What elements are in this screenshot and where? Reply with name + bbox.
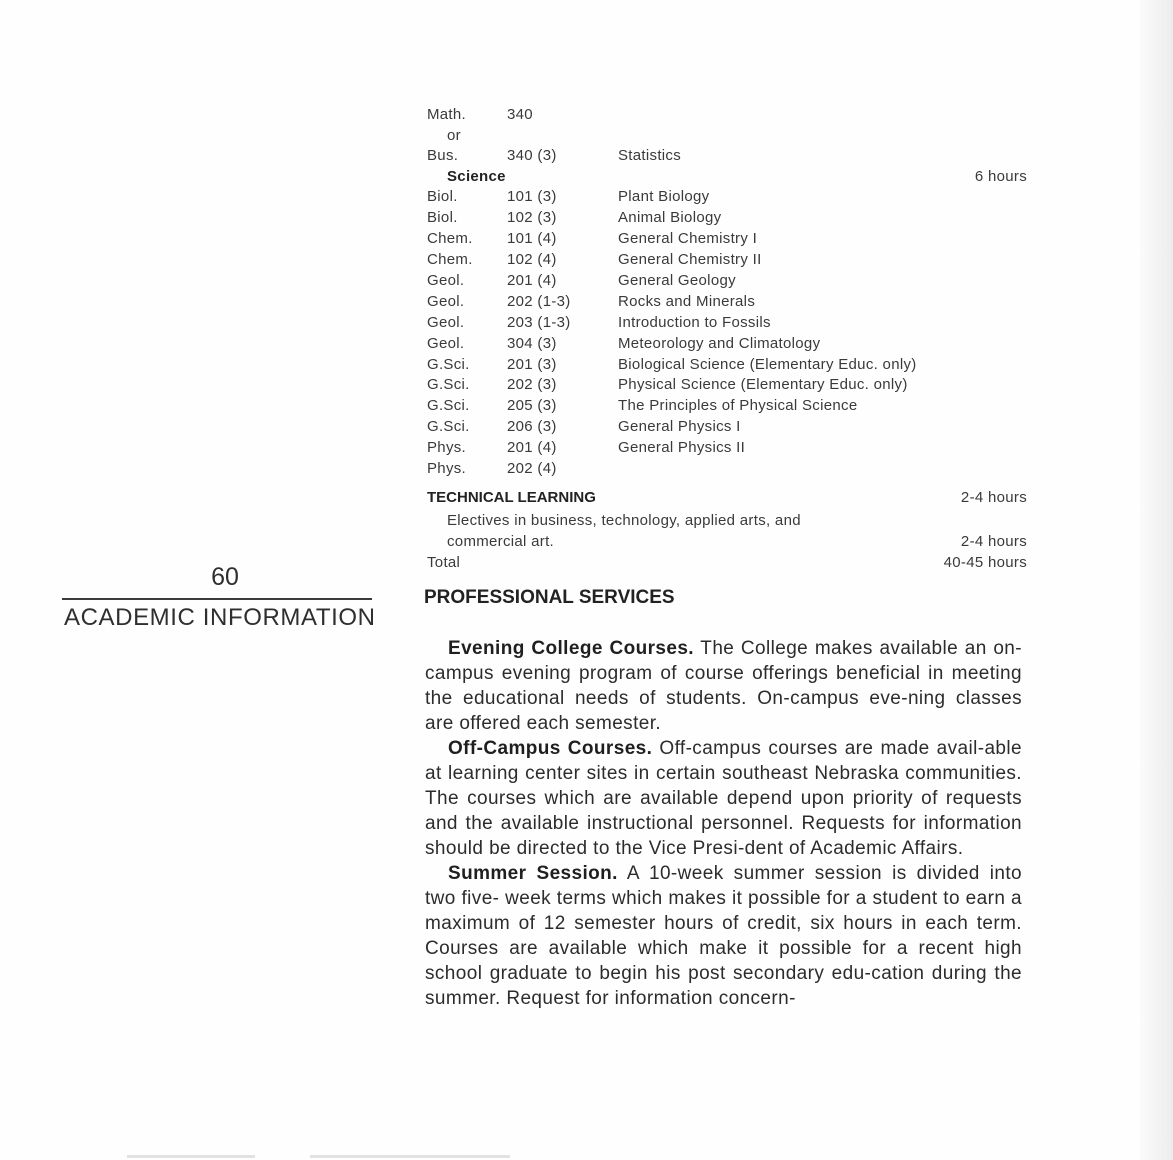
course-row	[427, 146, 1027, 166]
course-dept: Phys.	[427, 460, 467, 477]
course-dept: Geol.	[427, 335, 465, 352]
course-dept: Biol.	[427, 188, 458, 205]
course-title: Plant Biology	[618, 188, 710, 205]
course-row	[427, 229, 1027, 249]
paragraph-lead: Off-Campus Courses.	[448, 738, 653, 759]
course-number: 202 (1-3)	[507, 293, 571, 310]
technical-line-hours: 2-4 hours	[960, 533, 1027, 550]
course-title: General Chemistry I	[618, 230, 758, 247]
total-label: Total	[427, 554, 461, 571]
course-dept: Phys.	[427, 439, 467, 456]
paragraph-text: A 10-week summer session is divided into two five- week terms which makes it possible for a student to earn a maximum of 12 semester hours of credit, six hours in each term. Courses are available which make it possible for a recent high school graduate to begin his post secondary edu-cation during the summer. Request for information concern-	[425, 863, 1022, 1009]
course-title: Biological Science (Elementary Educ. only)	[618, 356, 917, 373]
technical-hours: 2-4 hours	[960, 489, 1027, 506]
course-dept: Chem.	[427, 230, 473, 247]
course-number: 201 (4)	[507, 439, 557, 456]
professional-services-body	[425, 636, 1022, 1011]
course-number: 101 (4)	[507, 230, 557, 247]
course-title: Statistics	[618, 147, 682, 164]
course-title: The Principles of Physical Science	[618, 397, 858, 414]
science-heading: Science	[447, 168, 506, 185]
course-dept: G.Sci.	[427, 356, 470, 373]
course-dept: Geol.	[427, 272, 465, 289]
course-number: 202 (4)	[507, 460, 557, 477]
course-row	[427, 355, 1027, 375]
total-hours: 40-45 hours	[943, 554, 1027, 571]
course-number: 203 (1-3)	[507, 314, 571, 331]
course-row	[427, 313, 1027, 333]
course-number: 101 (3)	[507, 188, 557, 205]
margin-divider	[62, 598, 372, 600]
technical-description: Electives in business, technology, applied arts, and	[447, 512, 801, 529]
course-title: General Physics I	[618, 418, 741, 435]
course-dept: Bus.	[427, 147, 459, 164]
course-number: 102 (3)	[507, 209, 557, 226]
course-row	[427, 271, 1027, 291]
course-dept: G.Sci.	[427, 376, 470, 393]
course-number: 340 (3)	[507, 147, 557, 164]
page-gutter-shadow	[1140, 0, 1173, 1160]
course-title: General Physics II	[618, 439, 746, 456]
science-hours: 6 hours	[974, 168, 1027, 185]
course-row	[427, 250, 1027, 270]
course-row	[427, 438, 1027, 458]
course-title: Animal Biology	[618, 209, 722, 226]
paragraph-lead: Evening College Courses.	[448, 638, 694, 659]
course-number: 102 (4)	[507, 251, 557, 268]
course-dept: Chem.	[427, 251, 473, 268]
course-title: General Chemistry II	[618, 251, 762, 268]
page-number: 60	[211, 563, 239, 591]
professional-services-heading: PROFESSIONAL SERVICES	[424, 587, 675, 608]
course-row	[427, 459, 1027, 479]
paragraph-summer-session	[425, 861, 1022, 1011]
course-number: 205 (3)	[507, 397, 557, 414]
course-row	[427, 187, 1027, 207]
paragraph-off-campus	[425, 736, 1022, 861]
course-row	[427, 208, 1027, 228]
course-row	[427, 396, 1027, 416]
course-title: Introduction to Fossils	[618, 314, 771, 331]
course-number: 201 (3)	[507, 356, 557, 373]
course-dept: Geol.	[427, 314, 465, 331]
course-number: 340	[507, 106, 533, 123]
scan-mark	[127, 1155, 255, 1158]
course-number: 201 (4)	[507, 272, 557, 289]
or-connector: or	[447, 127, 461, 144]
technical-heading-row	[427, 488, 1027, 508]
paragraph-evening-college	[425, 636, 1022, 736]
scan-mark	[310, 1155, 510, 1158]
technical-heading: TECHNICAL LEARNING	[427, 489, 596, 506]
course-row	[427, 105, 1027, 125]
course-dept: Geol.	[427, 293, 465, 310]
technical-description: commercial art.	[447, 533, 555, 550]
course-number: 304 (3)	[507, 335, 557, 352]
course-dept: G.Sci.	[427, 397, 470, 414]
total-row	[427, 553, 1027, 573]
section-margin-title: ACADEMIC INFORMATION	[64, 604, 376, 631]
course-number: 206 (3)	[507, 418, 557, 435]
course-title: Physical Science (Elementary Educ. only)	[618, 376, 908, 393]
course-row	[427, 375, 1027, 395]
course-row	[427, 126, 1027, 146]
course-dept: Math.	[427, 106, 467, 123]
science-heading-row	[427, 167, 1027, 187]
technical-line	[427, 532, 1027, 552]
course-row	[427, 334, 1027, 354]
course-title: Meteorology and Climatology	[618, 335, 821, 352]
course-title: General Geology	[618, 272, 736, 289]
course-dept: G.Sci.	[427, 418, 470, 435]
course-row	[427, 417, 1027, 437]
course-number: 202 (3)	[507, 376, 557, 393]
course-dept: Biol.	[427, 209, 458, 226]
paragraph-text: The College makes available an on-campus evening program of course offerings beneficial in meeting the educational needs of students. On-campus eve-ning classes are offered each semester.	[425, 638, 1022, 734]
paragraph-text: Off-campus courses are made avail-able at learning center sites in certain southeast Nebraska communities. The courses which are available depend upon priority of requests and the available instructional personnel. Requests for information should be directed to the Vice Presi-dent of Academic Affairs.	[425, 738, 1022, 859]
technical-line	[427, 511, 1027, 531]
paragraph-lead: Summer Session.	[448, 863, 618, 884]
course-title: Rocks and Minerals	[618, 293, 756, 310]
course-row	[427, 292, 1027, 312]
